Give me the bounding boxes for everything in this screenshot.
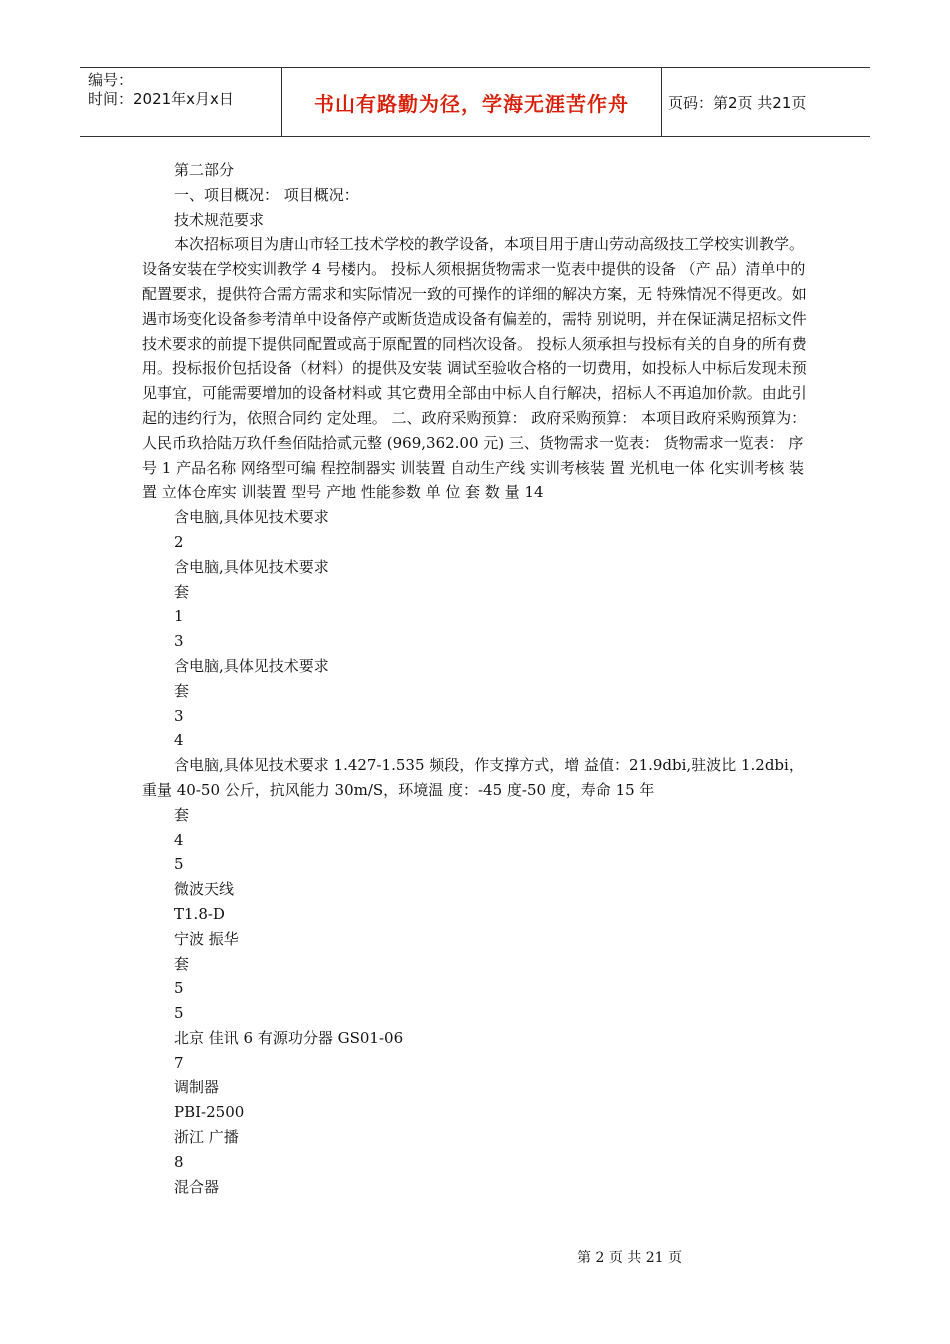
number-label: 编号： xyxy=(88,71,134,89)
list-item: 混合器 xyxy=(174,1177,220,1196)
list-item: 套 xyxy=(174,681,190,700)
list-item: 含电脑,具体见技术要求 xyxy=(174,656,329,675)
list-item: 3 xyxy=(174,632,184,651)
list-item: 套 xyxy=(174,954,190,973)
list-item: 5 xyxy=(174,1004,184,1023)
antenna-spec: 含电脑,具体见技术要求 1.427-1.535 频段，作支撑方式，增 益值：21.9dbi,驻波比 1.2dbi，重量 40-50 公斤，抗风能力 30m/S，环境温 度：-45 度-50 度，寿命 15 年 xyxy=(142,756,804,799)
list-item: 3 xyxy=(174,706,184,725)
list-item: 微波天线 xyxy=(174,880,235,899)
list-item: 7 xyxy=(174,1053,184,1072)
page-label: 页码：第2页 共21页 xyxy=(668,93,807,112)
section-title: 第二部分 xyxy=(174,161,235,179)
list-item: 5 xyxy=(174,979,184,998)
overview-heading: 一、项目概况： 项目概况： xyxy=(174,185,359,204)
list-item: 8 xyxy=(174,1152,184,1171)
list-item: 浙江 广播 xyxy=(174,1128,239,1147)
list-item: 5 xyxy=(174,855,184,874)
list-item: 含电脑,具体见技术要求 xyxy=(174,557,329,576)
list-item: T1.8-D xyxy=(174,904,225,923)
header-meta xyxy=(80,68,282,136)
list-item: 调制器 xyxy=(174,1078,220,1097)
item-list-2 xyxy=(142,803,814,1200)
motto-text: 书山有路勤为径，学海无涯苦作舟 xyxy=(314,91,629,116)
list-item: 宁波 振华 xyxy=(174,929,239,948)
list-item: 4 xyxy=(174,731,184,750)
spec-heading: 技术规范要求 xyxy=(174,210,265,229)
list-item: 含电脑,具体见技术要求 xyxy=(174,508,329,527)
list-item: PBI-2500 xyxy=(174,1103,245,1122)
item-list xyxy=(142,505,814,753)
list-item: 4 xyxy=(174,830,184,849)
header-motto-cell xyxy=(282,68,662,136)
list-item: 北京 佳讯 6 有源功分器 GS01-06 xyxy=(174,1028,404,1047)
date-label: 时间：2021年x月x日 xyxy=(88,90,234,108)
header-page-cell xyxy=(662,68,870,136)
document-body xyxy=(142,158,814,1199)
list-item: 2 xyxy=(174,532,184,551)
main-paragraph: 本次招标项目为唐山市轻工技术学校的教学设备，本项目用于唐山劳动高级技工学校实训教学。 设备安装在学校实训教学 4 号楼内。 投标人须根据货物需求一览表中提供的设备 （产 品）清单中的配置要求，提供符合需方需求和实际情况一致的可操作的详细的解决方案，无 特殊情况不得更改。如遇市场变化设备参考清单中设备停产或断货造成设备有偏差的，需特 别说明，并在保证满足招标文件技术要求的前提下提供同配置或高于原配置的同档次设备。 投标人须承担与投标有关的自身的所有费用。投标报价包括设备（材料）的提供及安装 调试至验收合格的一切费用，如投标人中标后发现未预见事宜，可能需要增加的设备材料或 其它费用全部由中标人自行解决，招标人不再追加价款。由此引起的违约行为，依照合同约 定处理。 二、政府采购预算： 政府采购预算： 本项目政府采购预算为：人民币玖拾陆万玖仟叁佰陆拾贰元整 (969,362.00 元) 三、货物需求一览表： 货物需求一览表： 序 号 1 产品名称 网络型可编 程控制器实 训装置 自动生产线 实训考核装 置 光机电一体 化实训考核 装置 立体仓库实 训装置 型号 产地 性能参数 单 位 套 数 量 14 xyxy=(142,235,807,502)
page-footer: 第 2 页 共 21 页 xyxy=(577,1250,682,1266)
list-item: 套 xyxy=(174,805,190,824)
document-header xyxy=(80,67,870,137)
list-item: 1 xyxy=(174,607,184,626)
list-item: 套 xyxy=(174,582,190,601)
